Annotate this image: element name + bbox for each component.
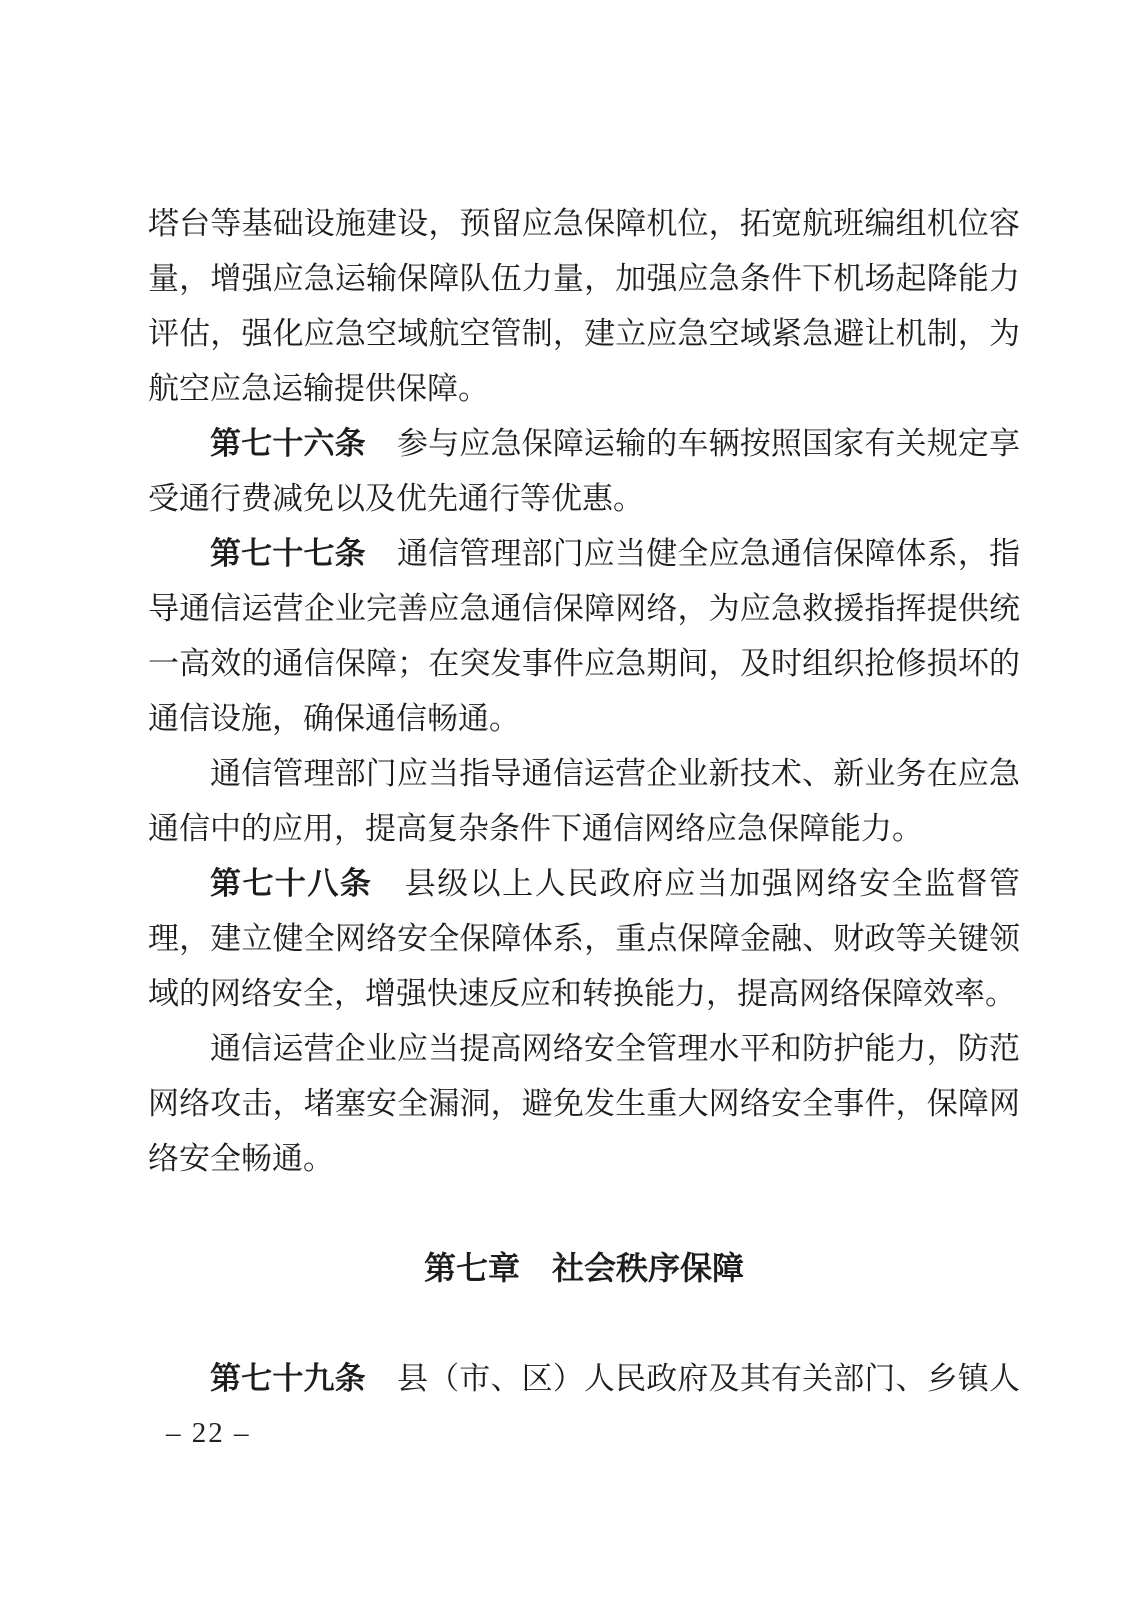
article-paragraph: 第七十九条 县（市、区）人民政府及其有关部门、乡镇人 [210,1361,1021,1396]
article-number-label: 第七十六条 [210,426,366,461]
article-number-label: 第七十八条 [210,866,373,901]
article-number-label: 第七十九条 [210,1361,366,1396]
article-paragraph: 第七十八条 县级以上人民政府应当加强网络安全监督管理，建立健全网络安全保障体系，重点保障金融、财政等关键领域的网络安全，增强快速反应和转换能力，提高网络保障效率。 [148,866,1021,1011]
body-paragraph: 通信管理部门应当指导通信运营企业新技术、新业务在应急通信中的应用，提高复杂条件下通信网络应急保障能力。 [148,756,1020,846]
article-paragraph: 第七十六条 参与应急保障运输的车辆按照国家有关规定享受通行费减免以及优先通行等优惠。 [148,426,1021,516]
page-number: – 22 – [166,1417,251,1449]
body-paragraph: 通信运营企业应当提高网络安全管理水平和防护能力，防范网络攻击，堵塞安全漏洞，避免发生重大网络安全事件，保障网络安全畅通。 [148,1031,1020,1176]
body-paragraph: 塔台等基础设施建设，预留应急保障机位，拓宽航班编组机位容量，增强应急运输保障队伍力量，加强应急条件下机场起降能力评估，强化应急空域航空管制，建立应急空域紧急避让机制，为航空应急运输提供保障。 [148,206,1020,406]
document-page [148,196,1020,1406]
article-number-label: 第七十七条 [210,536,366,571]
chapter-heading: 第七章 社会秩序保障 [423,1250,744,1286]
article-paragraph: 第七十七条 通信管理部门应当健全应急通信保障体系，指导通信运营企业完善应急通信保障网络，为应急救援指挥提供统一高效的通信保障；在突发事件应急期间，及时组织抢修损坏的通信设施，确保通信畅通。 [148,536,1021,736]
